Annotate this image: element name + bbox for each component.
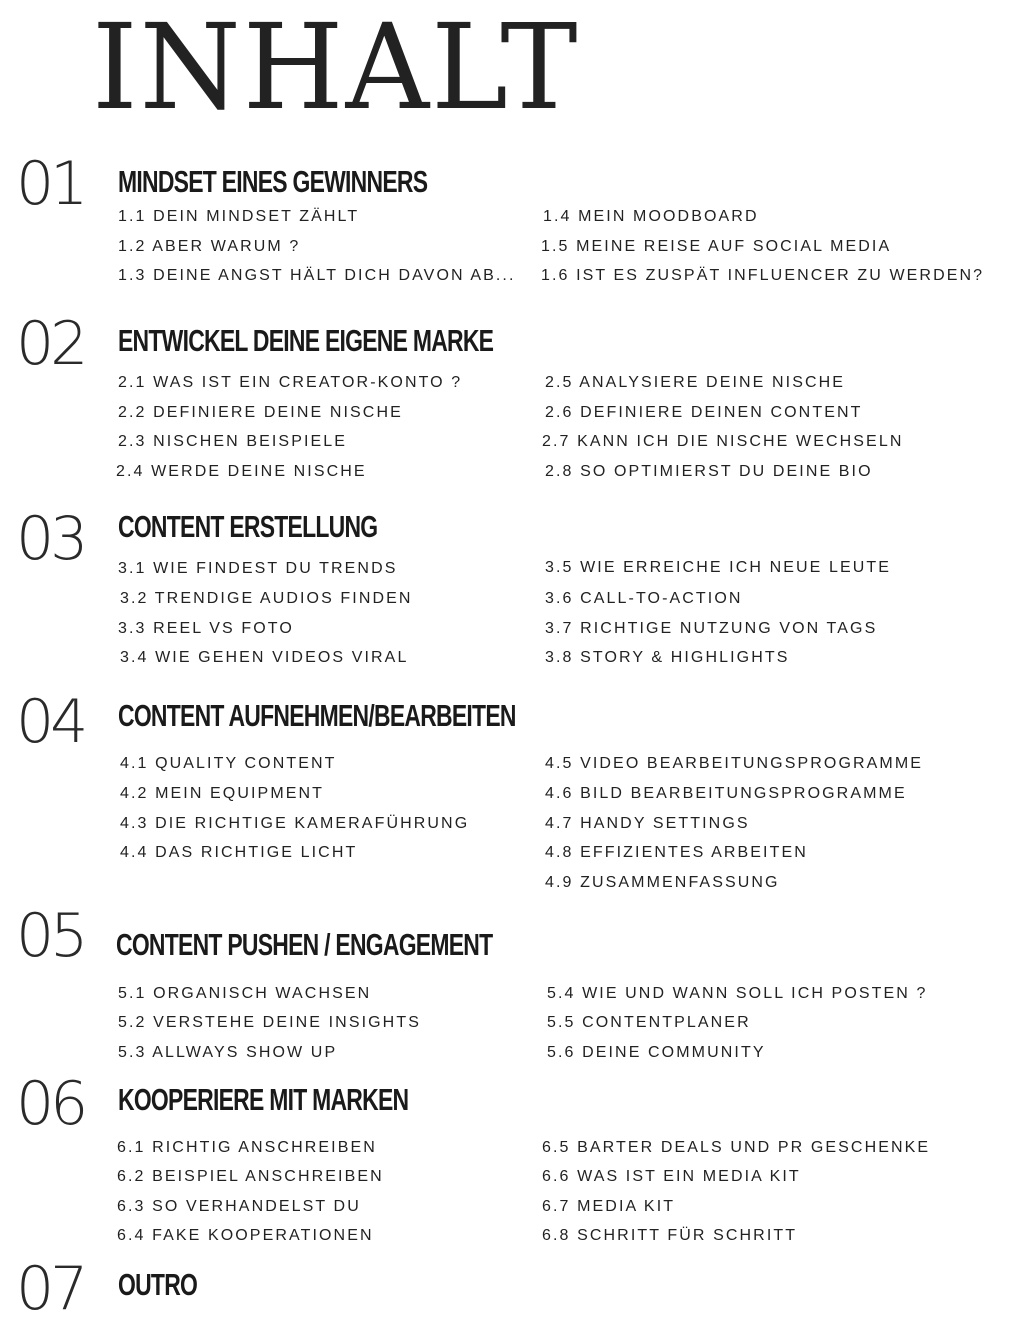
toc-item[interactable]: 2.5 ANALYSIERE DEINE NISCHE bbox=[545, 374, 846, 391]
section-title: CONTENT ERSTELLUNG bbox=[118, 509, 378, 544]
section-number: 07 bbox=[16, 1254, 85, 1324]
toc-item[interactable]: 3.4 WIE GEHEN VIDEOS VIRAL bbox=[120, 649, 409, 666]
toc-item[interactable]: 1.4 MEIN MOODBOARD bbox=[543, 208, 759, 225]
toc-item[interactable]: 4.6 BILD BEARBEITUNGSPROGRAMME bbox=[545, 785, 907, 802]
toc-item[interactable]: 1.5 MEINE REISE AUF SOCIAL MEDIA bbox=[541, 238, 892, 255]
section-title: CONTENT AUFNEHMEN/BEARBEITEN bbox=[118, 698, 516, 733]
toc-item[interactable]: 1.3 DEINE ANGST HÄLT DICH DAVON AB... bbox=[118, 267, 516, 284]
toc-item[interactable]: 4.7 HANDY SETTINGS bbox=[545, 815, 750, 832]
toc-item[interactable]: 4.2 MEIN EQUIPMENT bbox=[120, 785, 325, 802]
toc-item[interactable]: 1.1 DEIN MINDSET ZÄHLT bbox=[118, 208, 360, 225]
toc-item[interactable]: 5.2 VERSTEHE DEINE INSIGHTS bbox=[118, 1014, 421, 1031]
toc-item[interactable]: 6.7 MEDIA KIT bbox=[542, 1198, 676, 1215]
section-title: CONTENT PUSHEN / ENGAGEMENT bbox=[116, 927, 493, 962]
toc-item[interactable]: 4.4 DAS RICHTIGE LICHT bbox=[120, 844, 358, 861]
section-title: OUTRO bbox=[118, 1267, 198, 1302]
section-title: MINDSET EINES GEWINNERS bbox=[118, 164, 428, 199]
toc-item[interactable]: 2.7 KANN ICH DIE NISCHE WECHSELN bbox=[542, 433, 904, 450]
toc-item[interactable]: 5.6 DEINE COMMUNITY bbox=[547, 1044, 766, 1061]
toc-item[interactable]: 2.2 DEFINIERE DEINE NISCHE bbox=[118, 404, 403, 421]
toc-item[interactable]: 3.6 CALL-TO-ACTION bbox=[545, 590, 743, 607]
toc-item[interactable]: 2.8 SO OPTIMIERST DU DEINE BIO bbox=[545, 463, 873, 480]
toc-item[interactable]: 1.6 IST ES ZUSPÄT INFLUENCER ZU WERDEN? bbox=[541, 267, 985, 284]
toc-item[interactable]: 4.3 DIE RICHTIGE KAMERAFÜHRUNG bbox=[120, 815, 470, 832]
section-number: 03 bbox=[16, 504, 85, 574]
section-title: KOOPERIERE MIT MARKEN bbox=[118, 1082, 409, 1117]
toc-item[interactable]: 3.7 RICHTIGE NUTZUNG VON TAGS bbox=[545, 620, 878, 637]
toc-item[interactable]: 3.1 WIE FINDEST DU TRENDS bbox=[118, 560, 398, 577]
section-number: 01 bbox=[16, 149, 85, 219]
toc-item[interactable]: 2.1 WAS IST EIN CREATOR-KONTO ? bbox=[118, 374, 463, 391]
section-number: 02 bbox=[16, 309, 85, 379]
toc-item[interactable]: 3.8 STORY & HIGHLIGHTS bbox=[545, 649, 790, 666]
toc-item[interactable]: 3.3 REEL VS FOTO bbox=[118, 620, 294, 637]
toc-item[interactable]: 5.4 WIE UND WANN SOLL ICH POSTEN ? bbox=[547, 985, 928, 1002]
toc-item[interactable]: 6.2 BEISPIEL ANSCHREIBEN bbox=[117, 1168, 384, 1185]
toc-item[interactable]: 6.1 RICHTIG ANSCHREIBEN bbox=[117, 1139, 377, 1156]
section-title: ENTWICKEL DEINE EIGENE MARKE bbox=[118, 323, 494, 358]
toc-item[interactable]: 3.2 TRENDIGE AUDIOS FINDEN bbox=[120, 590, 413, 607]
toc-item[interactable]: 6.6 WAS IST EIN MEDIA KIT bbox=[542, 1168, 801, 1185]
toc-item[interactable]: 1.2 ABER WARUM ? bbox=[118, 238, 301, 255]
toc-item[interactable]: 4.8 EFFIZIENTES ARBEITEN bbox=[545, 844, 808, 861]
toc-item[interactable]: 2.3 NISCHEN BEISPIELE bbox=[118, 433, 348, 450]
page-title: INHALT bbox=[92, 0, 580, 136]
toc-item[interactable]: 4.5 VIDEO BEARBEITUNGSPROGRAMME bbox=[545, 755, 924, 772]
section-number: 05 bbox=[16, 901, 85, 971]
section-number: 06 bbox=[16, 1069, 85, 1139]
toc-item[interactable]: 5.3 ALLWAYS SHOW UP bbox=[118, 1044, 338, 1061]
toc-item[interactable]: 4.9 ZUSAMMENFASSUNG bbox=[545, 874, 780, 891]
toc-item[interactable]: 2.6 DEFINIERE DEINEN CONTENT bbox=[545, 404, 863, 421]
toc-item[interactable]: 6.8 SCHRITT FÜR SCHRITT bbox=[542, 1227, 798, 1244]
toc-item[interactable]: 3.5 WIE ERREICHE ICH NEUE LEUTE bbox=[545, 559, 892, 576]
toc-item[interactable]: 5.1 ORGANISCH WACHSEN bbox=[118, 985, 372, 1002]
toc-item[interactable]: 6.5 BARTER DEALS UND PR GESCHENKE bbox=[542, 1139, 931, 1156]
toc-item[interactable]: 6.4 FAKE KOOPERATIONEN bbox=[117, 1227, 374, 1244]
toc-item[interactable]: 5.5 CONTENTPLANER bbox=[547, 1014, 751, 1031]
section-number: 04 bbox=[16, 687, 85, 757]
toc-item[interactable]: 4.1 QUALITY CONTENT bbox=[120, 755, 337, 772]
toc-item[interactable]: 2.4 WERDE DEINE NISCHE bbox=[116, 463, 367, 480]
toc-item[interactable]: 6.3 SO VERHANDELST DU bbox=[117, 1198, 361, 1215]
